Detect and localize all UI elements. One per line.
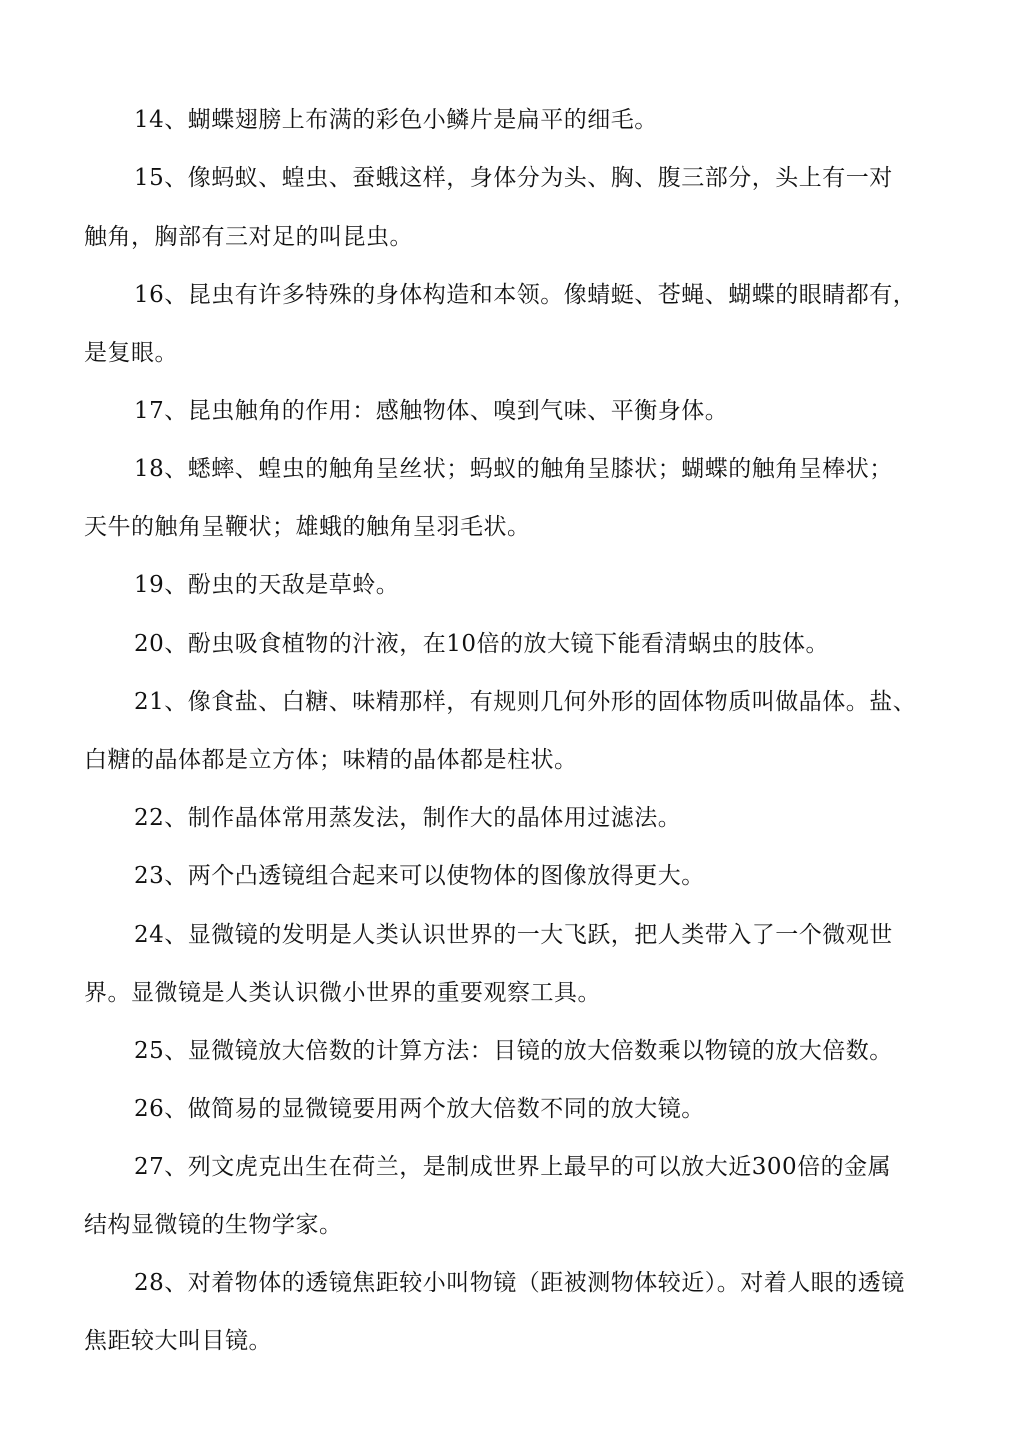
item-24-line-2: 界。显微镜是人类认识微小世界的重要观察工具。 bbox=[84, 980, 601, 1006]
item-26-line-1: 26、做简易的显微镜要用两个放大倍数不同的放大镜。 bbox=[134, 1096, 705, 1122]
item-28-line-2: 焦距较大叫目镜。 bbox=[84, 1328, 272, 1354]
item-16-line-1: 16、昆虫有许多特殊的身体构造和本领。像蜻蜓、苍蝇、蝴蝶的眼睛都有， bbox=[134, 282, 917, 308]
item-18-line-1: 18、蟋蟀、蝗虫的触角呈丝状；蚂蚁的触角呈膝状；蝴蝶的触角呈棒状； bbox=[134, 456, 893, 482]
item-15-line-1: 15、像蚂蚁、蝗虫、蚕蛾这样，身体分为头、胸、腹三部分，头上有一对 bbox=[134, 165, 893, 191]
item-20-line-1: 20、酚虫吸食植物的汁液，在10倍的放大镜下能看清蜗虫的肢体。 bbox=[134, 631, 830, 657]
item-21-line-1: 21、像食盐、白糖、味精那样，有规则几何外形的固体物质叫做晶体。盐、 bbox=[134, 689, 917, 715]
item-19-line-1: 19、酚虫的天敌是草蛉。 bbox=[134, 572, 400, 598]
item-16-line-2: 是复眼。 bbox=[84, 340, 178, 366]
item-27-line-2: 结构显微镜的生物学家。 bbox=[84, 1212, 343, 1238]
item-27-line-1: 27、列文虎克出生在荷兰，是制成世界上最早的可以放大近300倍的金属 bbox=[134, 1154, 892, 1180]
item-23-line-1: 23、两个凸透镜组合起来可以使物体的图像放得更大。 bbox=[134, 863, 705, 889]
item-28-line-1: 28、对着物体的透镜焦距较小叫物镜（距被测物体较近）。对着人眼的透镜 bbox=[134, 1270, 905, 1296]
item-14-line-1: 14、蝴蝶翅膀上布满的彩色小鳞片是扁平的细毛。 bbox=[134, 107, 658, 133]
item-22-line-1: 22、制作晶体常用蒸发法，制作大的晶体用过滤法。 bbox=[134, 805, 682, 831]
item-15-line-2: 触角，胸部有三对足的叫昆虫。 bbox=[84, 224, 413, 250]
item-24-line-1: 24、显微镜的发明是人类认识世界的一大飞跃，把人类带入了一个微观世 bbox=[134, 922, 893, 948]
item-18-line-2: 天牛的触角呈鞭状；雄蛾的触角呈羽毛状。 bbox=[84, 514, 531, 540]
item-17-line-1: 17、昆虫触角的作用：感触物体、嗅到气味、平衡身体。 bbox=[134, 398, 729, 424]
item-21-line-2: 白糖的晶体都是立方体；味精的晶体都是柱状。 bbox=[84, 747, 578, 773]
item-25-line-1: 25、显微镜放大倍数的计算方法：目镜的放大倍数乘以物镜的放大倍数。 bbox=[134, 1038, 893, 1064]
